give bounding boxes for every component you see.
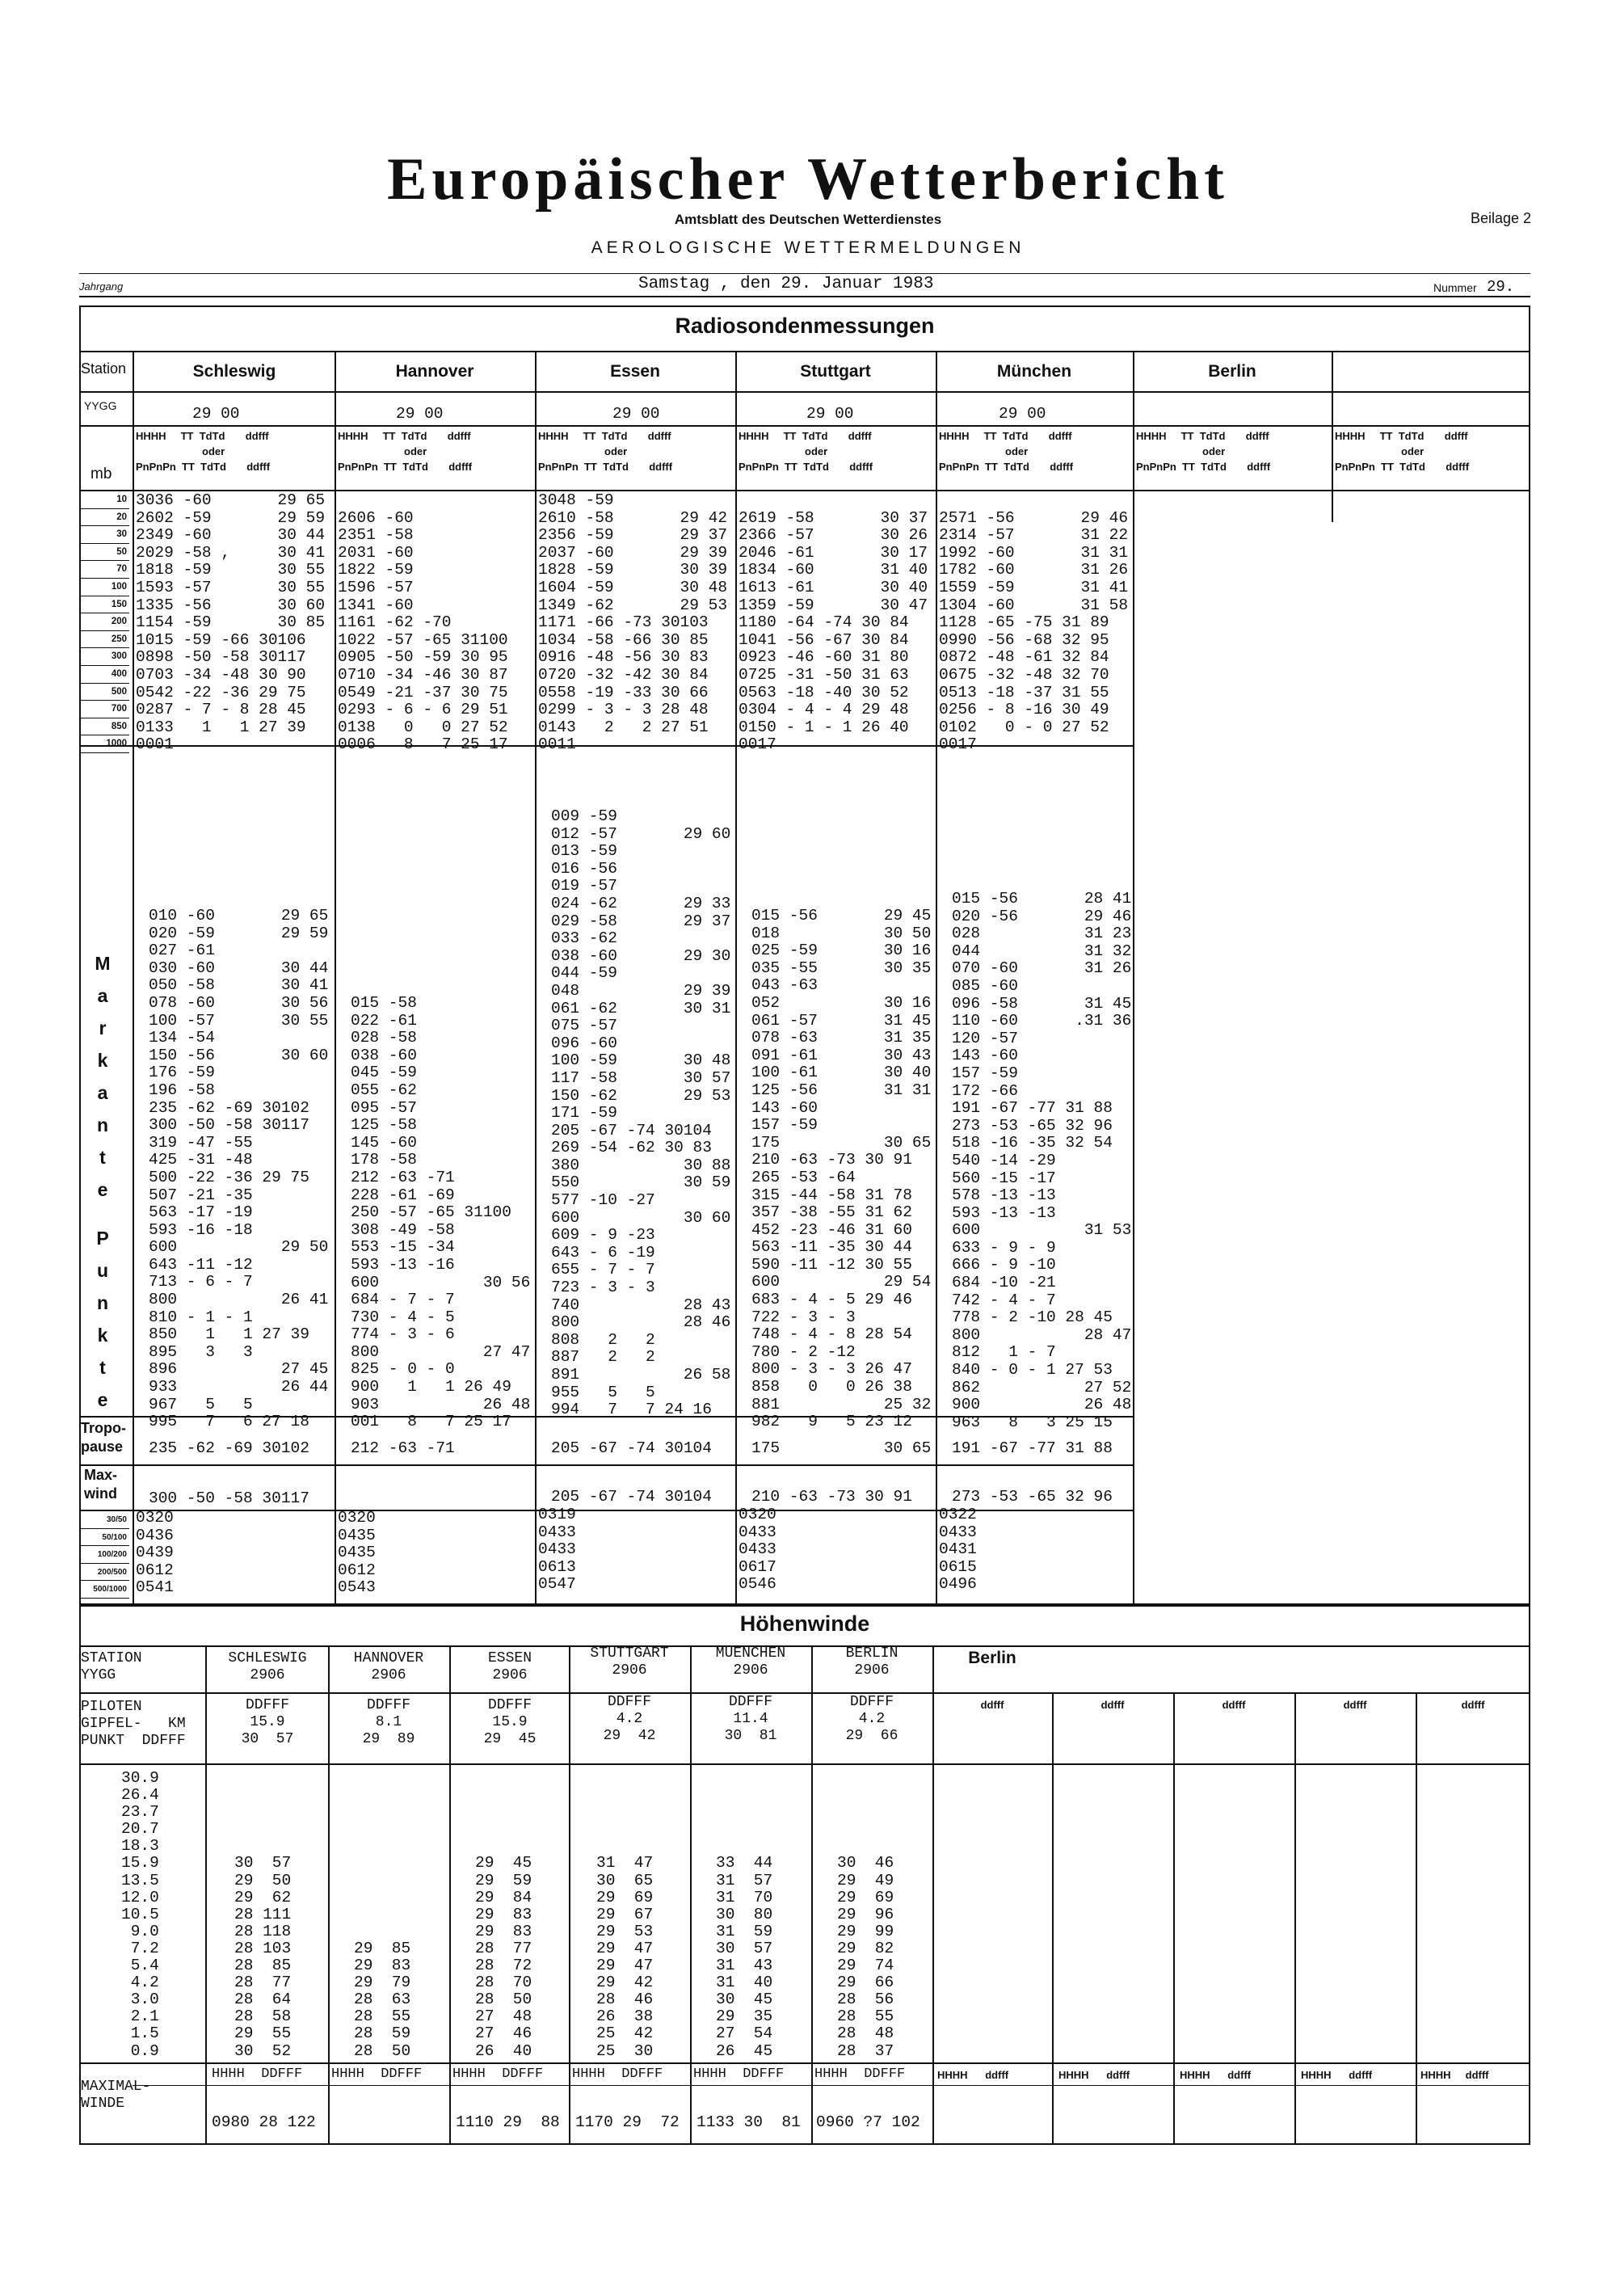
col-header-line1: HHHH TT TdTd ddfff — [538, 430, 671, 442]
yygg-hannover: 29 00 — [396, 405, 444, 423]
hw-ddfff: ddfff — [1465, 2069, 1489, 2081]
markante-punkte-letter: r — [99, 1017, 107, 1038]
hw-gipfel-essen — [449, 1697, 570, 1748]
beilage-label: Beilage 2 — [1471, 210, 1532, 226]
maxwind-essen: 205 -67 -74 30104 — [551, 1488, 712, 1506]
col-line-6 — [1332, 351, 1333, 522]
hw-hhhh: HHHH — [693, 2066, 726, 2082]
hoehenwinde-title: Höhenwinde — [739, 1611, 870, 1636]
hw-winds-essen: 29 45 29 59 29 84 29 83 29 83 28 77 28 72 28 70 28 50 27 48 27 46 26 40 — [475, 1854, 532, 2060]
hw-hhhh: HHHH — [814, 2066, 848, 2082]
hw-max-header-essen — [452, 2066, 543, 2083]
hw-max-header-berlin — [814, 2066, 905, 2083]
hw-maxwind-essen: 1110 29 88 — [456, 2113, 560, 2131]
markante-punkte-letter: M — [95, 953, 111, 974]
hw-station-name: BERLIN — [845, 1645, 898, 1662]
hw-maxwind-schleswig: 0980 28 122 — [212, 2113, 316, 2131]
maxwind-label: Max- wind — [84, 1467, 118, 1502]
hw-gipfel-value: 4.2 29 66 — [845, 1711, 898, 1744]
mb-level: 30 — [81, 526, 129, 544]
hw-ddfff: ddfff — [1349, 2069, 1373, 2081]
marker-points-essen: 009 -59 012 -57 29 60 013 -59 016 -56 019 -57 024 -62 29 33 029 -58 29 37 033 -62 038 -60 29 30 044 -59 048 29 39 061 -62 30 31 075 -57 096 -60 100 -59 30 48 117 -58 30 57 150 -62 29 53 171 -59 205 -67 -74 30104 269 -54 -62 30 83 380 30 88 550 30 59 577 -10 -27 600 30 60 609 - 9 -23 643 - 6 -19 655 - 7 - 7 723 - 3 - 3 740 28 43 800 28 46 808 2 2 887 2 2 891 26 58 955 5 5 994 7 7 24 16 — [551, 807, 731, 1419]
hw-hhhh: HHHH — [1058, 2069, 1089, 2081]
mb-level-list — [81, 491, 129, 753]
mb-level: 700 — [81, 701, 129, 718]
station-label: Station — [81, 360, 127, 377]
hw-winds-muenchen: 33 44 31 57 31 70 30 80 31 59 30 57 31 43 31 40 30 45 29 35 27 54 26 45 — [716, 1854, 773, 2060]
station-essen: Essen — [610, 362, 660, 381]
hw-station-hannover — [328, 1650, 449, 1684]
hw-ddfff-header: DDFFF — [487, 1697, 532, 1713]
yygg-label: YYGG — [84, 399, 117, 412]
hw-yygg: 2906 — [371, 1667, 406, 1683]
hw-station-stuttgart — [569, 1645, 690, 1679]
markante-punkte-letter: e — [97, 1179, 108, 1200]
col-header-line2: PnPnPn TT TdTd ddfff — [338, 461, 473, 473]
std-levels-schleswig: 3036 -60 29 65 2602 -59 29 59 2349 -60 30 44 2029 -58 , 30 41 1818 -59 30 55 1593 -57 30 55 1335 -56 30 60 1154 -59 30 85 1015 -59 -66 30106 0898 -50 -58 30117 0703 -34 -48 30 90 0542 -22 -36 29 75 0287 - 7 - 8 28 45 0133 1 1 27 39 0001 — [136, 491, 326, 754]
col-header-oder: oder — [1005, 445, 1029, 457]
hw-winds-berlin: 30 46 29 49 29 69 29 96 29 99 29 82 29 74 29 66 28 56 28 55 28 48 28 37 — [837, 1854, 894, 2060]
col-header-oder: oder — [604, 445, 628, 457]
hw-hhhh: HHHH — [1180, 2069, 1210, 2081]
marker-points-stuttgart: 015 -56 29 45 018 30 50 025 -59 30 16 035 -55 30 35 043 -63 052 30 16 061 -57 31 45 078 -63 31 35 091 -61 30 43 100 -61 30 40 125 -56 31 31 143 -60 157 -59 175 30 65 210 -63 -73 30 91 265 -53 -64 315 -44 -58 31 78 357 -38 -55 31 62 452 -23 -46 31 60 563 -11 -35 30 44 590 -11 -12 30 55 600 29 54 683 - 4 - 5 29 46 722 - 3 - 3 748 - 4 - 8 28 54 780 - 2 -12 800 - 3 - 3 26 47 858 0 0 26 38 881 25 32 982 9 5 23 12 — [751, 907, 932, 1431]
col-header-extra — [1335, 428, 1469, 474]
hw-winds-stuttgart: 31 47 30 65 29 69 29 67 29 53 29 47 29 47 29 42 28 46 26 38 25 42 25 30 — [596, 1854, 654, 2060]
markante-punkte-letter — [90, 1206, 115, 1222]
mb-level: 300 — [81, 648, 129, 666]
hw-ddfff: DDFFF — [502, 2066, 544, 2082]
mb-level: 250 — [81, 631, 129, 649]
hw-col-line-7 — [1052, 1692, 1054, 2145]
section-heading: AEROLOGISCHE WETTERMELDUNGEN — [591, 238, 1025, 257]
hw-ddfff: DDFFF — [261, 2066, 303, 2082]
hw-station-muenchen — [690, 1645, 811, 1679]
yygg-stuttgart: 29 00 — [806, 405, 854, 423]
mb-level: 10 — [81, 491, 129, 509]
hw-station-essen — [449, 1650, 570, 1684]
tropopause-essen: 205 -67 -74 30104 — [551, 1439, 712, 1457]
col-header-line2: PnPnPn TT TdTd ddfff — [538, 461, 673, 473]
hw-yygg: 2906 — [492, 1667, 528, 1683]
hw-station-name: ESSEN — [487, 1650, 532, 1666]
hw-ddfff: DDFFF — [381, 2066, 423, 2082]
col-header-berlin — [1136, 428, 1270, 474]
tropopause-schleswig: 235 -62 -69 30102 — [149, 1439, 309, 1457]
hw-max-header-muenchen — [693, 2066, 784, 2083]
hw-max-header-extra-3 — [1180, 2067, 1251, 2083]
std-levels-stuttgart: 2619 -58 30 37 2366 -57 30 26 2046 -61 30 17 1834 -60 31 40 1613 -61 30 40 1359 -59 30 47 1180 -64 -74 30 84 1041 -56 -67 30 84 0923 -46 -60 31 80 0725 -31 -50 31 63 0563 -18 -40 30 52 0304 - 4 - 4 29 48 0150 - 1 - 1 26 40 0017 — [739, 508, 928, 754]
hw-ddfff: ddfff — [985, 2069, 1009, 2081]
mb-level: 200 — [81, 613, 129, 631]
mb-level: 50 — [81, 544, 129, 562]
hw-ddfff-header: DDFFF — [366, 1697, 410, 1713]
hw-ddfff-extra-2: ddfff — [1100, 1699, 1125, 1711]
col-header-stuttgart — [739, 428, 873, 474]
hw-gipfel-value: 15.9 30 57 — [241, 1714, 294, 1747]
markante-punkte-letter: u — [96, 1260, 109, 1281]
maxwind-schleswig: 300 -50 -58 30117 — [149, 1489, 309, 1507]
markante-punkte-label — [90, 947, 115, 1416]
col-header-line1: HHHH TT TdTd ddfff — [1136, 430, 1269, 442]
hw-maximal-label: MAXIMAL- WINDE — [81, 2079, 151, 2112]
header-rule-top — [79, 273, 1530, 274]
hw-gipfel-value: 4.2 29 42 — [603, 1711, 656, 1744]
hw-hhhh: HHHH — [1301, 2069, 1332, 2081]
tropopause-muenchen: 191 -67 -77 31 88 — [952, 1439, 1113, 1457]
mb-level: 20 — [81, 509, 129, 527]
jahrgang-label: Jahrgang — [79, 280, 124, 293]
header-rule-bottom — [79, 296, 1530, 297]
hw-piloten-label: PILOTEN GIPFEL- KM PUNKT DDFFF — [81, 1699, 186, 1749]
markante-punkte-letter: a — [97, 1082, 108, 1103]
yygg-muenchen: 29 00 — [999, 405, 1046, 423]
hw-station-name: STUTTGART — [590, 1645, 669, 1662]
row-line-station — [79, 391, 1530, 393]
hw-ddfff-header: DDFFF — [607, 1694, 651, 1710]
thickness-hannover: 0320 0435 0435 0612 0543 — [338, 1509, 376, 1597]
hw-yygg: 2906 — [733, 1662, 768, 1679]
col-line-5 — [1133, 351, 1134, 1605]
hw-station-name: MUENCHEN — [715, 1645, 786, 1662]
hw-ddfff: ddfff — [1106, 2069, 1130, 2081]
hw-yygg: 2906 — [250, 1667, 285, 1683]
hw-col-line-8 — [1173, 1692, 1175, 2145]
hw-max-header-extra-1 — [937, 2067, 1008, 2083]
thickness-level: 30/50 — [81, 1511, 129, 1529]
markante-punkte-letter: n — [96, 1292, 109, 1313]
nummer-label: Nummer — [1433, 281, 1477, 294]
mb-level: 150 — [81, 596, 129, 614]
station-hannover: Hannover — [395, 362, 474, 381]
hw-hhhh: HHHH — [452, 2066, 486, 2082]
hw-row-line-maxhdr — [133, 2085, 1530, 2086]
col-header-line1: HHHH TT TdTd ddfff — [136, 430, 269, 442]
markante-punkte-letter: k — [97, 1050, 108, 1071]
col-header-oder: oder — [1202, 445, 1226, 457]
col-header-essen — [538, 428, 672, 474]
hw-yygg: 2906 — [612, 1662, 647, 1679]
station-stuttgart: Stuttgart — [800, 362, 871, 381]
hw-winds-schleswig: 30 57 29 50 29 62 28 111 28 118 28 103 28 85 28 77 28 64 28 58 29 55 30 52 — [234, 1854, 292, 2060]
station-berlin: Berlin — [1208, 362, 1256, 381]
issue-date: Samstag , den 29. Januar 1983 — [638, 275, 934, 293]
col-header-oder: oder — [404, 445, 427, 457]
hw-gipfel-muenchen — [690, 1694, 811, 1745]
markante-punkte-letter: t — [99, 1147, 106, 1168]
nummer-value: 29. — [1487, 278, 1515, 296]
tropopause-stuttgart: 175 30 65 — [751, 1439, 932, 1457]
hw-winds-hannover: 29 85 29 83 29 79 28 63 28 55 28 59 28 50 — [354, 1939, 411, 2060]
tropopause-hannover: 212 -63 -71 — [351, 1439, 455, 1457]
marker-points-muenchen: 015 -56 28 41 020 -56 29 46 028 31 23 044 31 32 070 -60 31 26 085 -60 096 -58 31 45 110 -60 .31 36 120 -57 143 -60 157 -59 172 -66 191 -67 -77 31 88 273 -53 -65 32 96 518 -16 -35 32 54 540 -14 -29 560 -15 -17 578 -13 -13 593 -13 -13 600 31 53 633 - 9 - 9 666 - 9 -10 684 -10 -21 742 - 4 - 7 778 - 2 -10 28 45 800 28 47 812 1 - 7 840 - 0 - 1 27 53 862 27 52 900 26 48 963 8 3 25 15 — [952, 890, 1132, 1431]
markante-punkte-letter: P — [96, 1228, 109, 1249]
row-line-yygg — [79, 425, 1530, 427]
marker-points-hannover: 015 -58 022 -61 028 -58 038 -60 045 -59 055 -62 095 -57 125 -58 145 -60 178 -58 212 -63 -71 228 -61 -69 250 -57 -65 31100 308 -49 -58 553 -15 -34 593 -13 -16 600 30 56 684 - 7 - 7 730 - 4 - 5 774 - 3 - 6 800 27 47 825 - 0 - 0 900 1 1 26 49 903 26 48 001 8 7 25 17 — [351, 994, 531, 1431]
hw-ddfff-extra-4: ddfff — [1343, 1699, 1367, 1711]
col-header-oder: oder — [805, 445, 828, 457]
hw-station-berlin — [811, 1645, 932, 1679]
hw-gipfel-value: 8.1 29 89 — [362, 1714, 415, 1747]
col-header-schleswig — [136, 428, 270, 474]
station-schleswig: Schleswig — [192, 362, 276, 381]
hw-station-name: HANNOVER — [353, 1650, 424, 1666]
col-header-line1: HHHH TT TdTd ddfff — [1335, 430, 1468, 442]
hw-maxwind-muenchen: 1133 30 81 — [696, 2113, 801, 2131]
hw-gipfel-value: 15.9 29 45 — [483, 1714, 537, 1747]
hw-ddfff-header: DDFFF — [728, 1694, 772, 1710]
markante-punkte-letter: t — [99, 1357, 106, 1378]
tropopause-label: Tropo- pause — [81, 1420, 126, 1455]
markante-punkte-letter: e — [97, 1389, 108, 1410]
hw-col-line-6 — [932, 1645, 934, 2145]
mb-level: 70 — [81, 561, 129, 579]
col-header-oder: oder — [1401, 445, 1425, 457]
hw-hhhh: HHHH — [331, 2066, 364, 2082]
col-header-line2: PnPnPn TT TdTd ddfff — [939, 461, 1074, 473]
hw-ddfff-extra-1: ddfff — [980, 1699, 1004, 1711]
hw-max-header-extra-2 — [1058, 2067, 1130, 2083]
std-levels-hannover: 2606 -60 2351 -58 2031 -60 1822 -59 1596 -57 1341 -60 1161 -62 -70 1022 -57 -65 31100 0905 -50 -59 30 95 0710 -34 -46 30 87 0549 -21 -37 30 75 0293 - 6 - 6 29 51 0138 0 0 27 52 0006 8 7 25 17 — [338, 508, 508, 754]
col-header-line2: PnPnPn TT TdTd ddfff — [136, 461, 271, 473]
hw-gipfel-hannover — [328, 1697, 449, 1748]
station-muenchen: München — [996, 362, 1072, 381]
col-header-hannover — [338, 428, 472, 474]
hw-gipfel-stuttgart — [569, 1694, 690, 1745]
row-line-tropo — [79, 1464, 1133, 1466]
thickness-level: 500/1000 — [81, 1581, 129, 1599]
hw-hhhh: HHHH — [1420, 2069, 1451, 2081]
hw-ddfff-extra-3: ddfff — [1222, 1699, 1246, 1711]
thickness-level: 100/200 — [81, 1546, 129, 1564]
hw-ddfff-extra-5: ddfff — [1461, 1699, 1485, 1711]
thickness-level: 50/100 — [81, 1529, 129, 1547]
hw-max-header-extra-4 — [1301, 2067, 1372, 2083]
hw-row-line-heights — [79, 2062, 1530, 2064]
thickness-schleswig: 0320 0436 0439 0612 0541 — [136, 1509, 174, 1597]
hw-station-label: STATION YYGG — [81, 1650, 142, 1683]
std-levels-muenchen: 2571 -56 29 46 2314 -57 31 22 1992 -60 31 31 1782 -60 31 26 1559 -59 31 41 1304 -60 31 58 1128 -65 -75 31 89 0990 -56 -68 32 95 0872 -48 -61 32 84 0675 -32 -48 32 70 0513 -18 -37 31 55 0256 - 8 -16 30 49 0102 0 - 0 27 52 0017 — [939, 508, 1129, 754]
hw-maxwind-berlin: 0960 ?7 102 — [816, 2113, 920, 2131]
mb-label: mb — [90, 466, 112, 482]
markante-punkte-letter: n — [96, 1114, 109, 1135]
hw-gipfel-schleswig — [207, 1697, 328, 1748]
markante-punkte-letter: k — [97, 1325, 108, 1346]
mb-level: 500 — [81, 684, 129, 701]
maxwind-muenchen: 273 -53 -65 32 96 — [952, 1488, 1113, 1506]
hw-max-header-stuttgart — [572, 2066, 663, 2083]
mb-level: 850 — [81, 718, 129, 736]
hw-ddfff-header: DDFFF — [849, 1694, 894, 1710]
thickness-essen: 0319 0433 0433 0613 0547 — [538, 1506, 576, 1594]
hw-ddfff: DDFFF — [621, 2066, 663, 2082]
markante-punkte-letter: a — [97, 985, 108, 1006]
hw-col-line-10 — [1416, 1692, 1417, 2145]
thickness-level-list — [81, 1511, 129, 1599]
radiosonde-title: Radiosondenmessungen — [675, 314, 935, 338]
hw-ddfff-header: DDFFF — [245, 1697, 289, 1713]
hw-ddfff: ddfff — [1227, 2069, 1252, 2081]
yygg-essen: 29 00 — [612, 405, 660, 423]
thickness-level: 200/500 — [81, 1564, 129, 1582]
hw-heights-list: 30.9 26.4 23.7 20.7 18.3 15.9 13.5 12.0 10.5 9.0 7.2 5.4 4.2 3.0 2.1 1.5 0.9 — [121, 1769, 159, 2060]
col-header-oder: oder — [202, 445, 225, 457]
col-header-line2: PnPnPn TT TdTd ddfff — [739, 461, 873, 473]
hw-hhhh: HHHH — [937, 2069, 968, 2081]
mb-level: 100 — [81, 579, 129, 596]
col-header-line1: HHHH TT TdTd ddfff — [338, 430, 471, 442]
thickness-muenchen: 0322 0433 0431 0615 0496 — [939, 1506, 977, 1594]
col-header-muenchen — [939, 428, 1073, 474]
thickness-stuttgart: 0320 0433 0433 0617 0546 — [739, 1506, 776, 1594]
hw-station-schleswig — [207, 1650, 328, 1684]
std-levels-essen: 3048 -59 2610 -58 29 42 2356 -59 29 37 2037 -60 29 39 1828 -59 30 39 1604 -59 30 48 1349 -62 29 53 1171 -66 -73 30103 1034 -58 -66 30 85 0916 -48 -56 30 83 0720 -32 -42 30 84 0558 -19 -33 30 66 0299 - 3 - 3 28 48 0143 2 2 27 51 0011 — [538, 491, 728, 754]
hw-max-header-schleswig — [212, 2066, 302, 2083]
hw-yygg: 2906 — [854, 1662, 890, 1679]
hw-station-berlin-extra: Berlin — [968, 1649, 1016, 1667]
hw-gipfel-value: 11.4 30 81 — [724, 1711, 777, 1744]
hw-max-header-hannover — [331, 2066, 422, 2083]
hw-max-header-extra-5 — [1420, 2067, 1489, 2083]
hw-gipfel-berlin — [811, 1694, 932, 1745]
mb-level: 400 — [81, 666, 129, 684]
hw-station-name: SCHLESWIG — [228, 1650, 307, 1666]
hw-ddfff: DDFFF — [743, 2066, 785, 2082]
col-header-line1: HHHH TT TdTd ddfff — [739, 430, 872, 442]
radiosonde-title-rule — [79, 351, 1530, 352]
hw-col-line-9 — [1294, 1692, 1296, 2145]
hw-ddfff: DDFFF — [864, 2066, 906, 2082]
col-header-line1: HHHH TT TdTd ddfff — [939, 430, 1072, 442]
hw-hhhh: HHHH — [572, 2066, 605, 2082]
mb-level: 1000 — [81, 735, 129, 753]
subtitle: Amtsblatt des Deutschen Wetterdienstes — [674, 212, 942, 227]
hw-hhhh: HHHH — [212, 2066, 245, 2082]
col-header-line2: PnPnPn TT TdTd ddfff — [1136, 461, 1271, 473]
yygg-schleswig: 29 00 — [192, 405, 240, 423]
maxwind-stuttgart: 210 -63 -73 30 91 — [751, 1488, 912, 1506]
marker-points-schleswig: 010 -60 29 65 020 -59 29 59 027 -61 030 -60 30 44 050 -58 30 41 078 -60 30 56 100 -57 30 55 134 -54 150 -56 30 60 176 -59 196 -58 235 -62 -69 30102 300 -50 -58 30117 319 -47 -55 425 -31 -48 500 -22 -36 29 75 507 -21 -35 563 -17 -19 593 -16 -18 600 29 50 643 -11 -12 713 - 6 - 7 800 26 41 810 - 1 - 1 850 1 1 27 39 895 3 3 896 27 45 933 26 44 967 5 5 995 7 6 27 18 — [149, 907, 329, 1431]
col-header-line2: PnPnPn TT TdTd ddfff — [1335, 461, 1470, 473]
hw-maxwind-stuttgart: 1170 29 72 — [575, 2113, 680, 2131]
page-title: Europäischer Wetterbericht — [387, 146, 1229, 213]
hw-row-line-gipfel — [79, 1763, 1530, 1765]
